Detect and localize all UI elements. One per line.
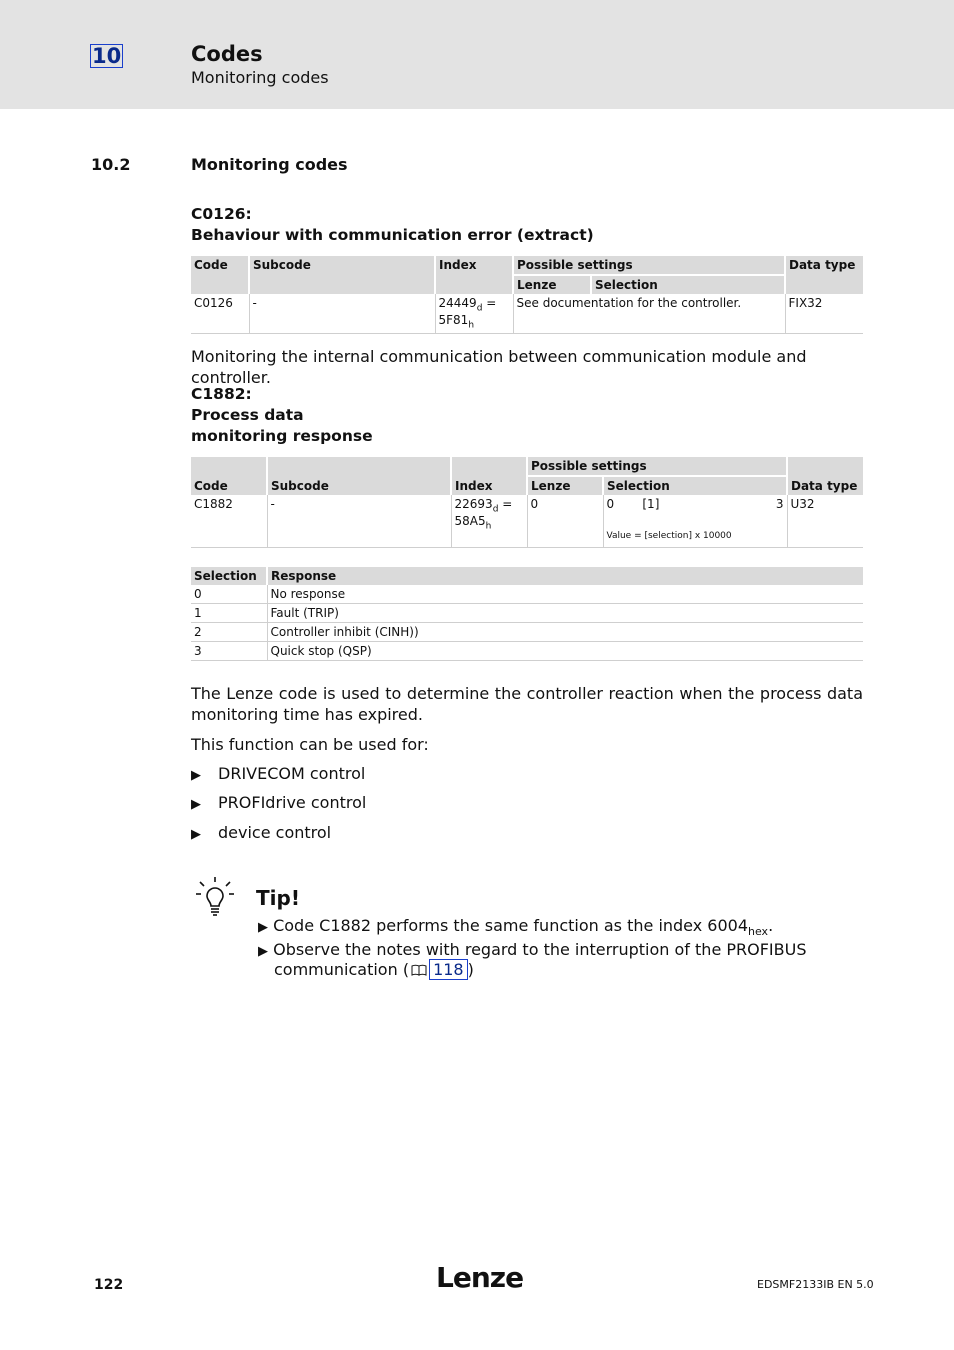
table-row — [191, 642, 863, 661]
document-id: EDSMF2133IB EN 5.0 — [757, 1278, 874, 1291]
index-hex: 5F81 — [438, 313, 469, 328]
lenze-logo: Lenze — [436, 1261, 524, 1294]
response-selection: 3 — [191, 642, 267, 661]
bullet-text: device control — [218, 823, 332, 842]
c1882-heading-line3: monitoring response — [191, 427, 373, 445]
c1882-desc-line2: monitoring time has expired. — [191, 705, 423, 724]
selection-default: [1] — [642, 497, 660, 511]
index-eq: = — [482, 296, 497, 310]
response-th-selection: Selection — [191, 567, 267, 585]
index-dec: 22693 — [454, 497, 493, 511]
c0126-cell-subcode: - — [249, 294, 435, 333]
table-row — [191, 623, 863, 642]
tip-line-2 — [258, 940, 807, 962]
c1882-desc-line1: The Lenze code is used to determine the controller reaction when the process data — [191, 684, 863, 703]
tip-line-1 — [258, 916, 773, 942]
response-text: Controller inhibit (CINH)) — [267, 623, 863, 642]
c1882-cell-selection — [603, 495, 787, 547]
chapter-subtitle: Monitoring codes — [191, 68, 329, 87]
c1882-th-index: Index — [451, 457, 527, 495]
bullet-text: DRIVECOM control — [218, 764, 366, 783]
tip-line3-end: ) — [467, 960, 474, 979]
c1882-cell-index — [451, 495, 527, 547]
c1882-heading-code: C1882: — [191, 385, 252, 403]
index-hex-sub: h — [485, 521, 492, 532]
c0126-heading — [191, 204, 594, 246]
index-hex-sub: h — [468, 320, 475, 331]
c0126-th-index: Index — [435, 256, 513, 294]
c1882-heading — [191, 384, 373, 447]
tip-line1-end: . — [768, 916, 774, 935]
c0126-cell-code: C0126 — [191, 294, 249, 333]
tip-title: Tip! — [256, 886, 300, 910]
tip-line2-text: Observe the notes with regard to the interruption of the PROFIBUS — [273, 940, 807, 959]
c0126-th-lenze: Lenze — [513, 275, 591, 294]
list-item — [191, 764, 365, 783]
table-row — [191, 585, 863, 604]
section-title: Monitoring codes — [191, 155, 348, 174]
response-text: No response — [267, 585, 863, 604]
index-eq: = — [498, 497, 513, 511]
index-dec-sub: d — [492, 504, 499, 515]
c0126-th-subcode: Subcode — [249, 256, 435, 294]
tip-line1-text: Code C1882 performs the same function as the index 6004 — [273, 916, 749, 935]
response-th-response: Response — [267, 567, 863, 585]
c1882-table — [191, 457, 863, 548]
c1882-cell-code: C1882 — [191, 495, 267, 547]
chapter-title: Codes — [191, 42, 263, 66]
table-row — [191, 604, 863, 623]
selection-max: 3 — [775, 497, 784, 511]
c1882-th-lenze: Lenze — [527, 476, 603, 495]
c0126-cell-possible: See documentation for the controller. — [513, 294, 785, 333]
c1882-th-subcode: Subcode — [267, 457, 451, 495]
c0126-heading-title: Behaviour with communication error (extract) — [191, 226, 594, 244]
c0126-description: Monitoring the internal communication between communication module and controller. — [191, 347, 807, 387]
page-number: 122 — [94, 1277, 124, 1293]
triangle-right-icon: ▶ — [191, 768, 201, 783]
bullet-text: PROFIdrive control — [218, 793, 367, 812]
tip-line3-text: communication ( — [274, 960, 410, 979]
response-table — [191, 567, 863, 661]
response-selection: 1 — [191, 604, 267, 623]
response-selection: 0 — [191, 585, 267, 604]
index-hex: 58A5 — [454, 514, 486, 529]
c1882-th-datatype: Data type — [787, 457, 863, 495]
c1882-th-code: Code — [191, 457, 267, 495]
selection-min: 0 — [606, 497, 615, 511]
section-number: 10.2 — [91, 155, 131, 174]
c0126-th-datatype: Data type — [785, 256, 863, 294]
c1882-th-possible: Possible settings — [527, 457, 787, 476]
triangle-right-icon: ▶ — [191, 827, 201, 842]
chapter-number-link[interactable]: 10 — [92, 44, 122, 68]
c1882-heading-line2: Process data — [191, 406, 304, 424]
c0126-th-selection: Selection — [591, 275, 785, 294]
page-reference-link[interactable]: 118 — [429, 959, 468, 980]
tip-line-3 — [274, 960, 474, 980]
triangle-right-icon: ▶ — [258, 920, 268, 935]
c1882-th-selection: Selection — [603, 476, 787, 495]
tip-line1-sub: hex — [748, 925, 769, 939]
triangle-right-icon: ▶ — [191, 797, 201, 812]
c0126-cell-datatype: FIX32 — [785, 294, 863, 333]
selection-value-note: Value = [selection] x 10000 — [606, 531, 732, 541]
header-band — [0, 0, 954, 109]
book-icon — [411, 964, 427, 976]
lightbulb-icon — [194, 876, 236, 916]
c1882-cell-datatype: U32 — [787, 495, 863, 547]
c0126-table — [191, 256, 863, 334]
triangle-right-icon: ▶ — [258, 944, 268, 959]
response-text: Quick stop (QSP) — [267, 642, 863, 661]
list-item — [191, 793, 366, 812]
c1882-cell-subcode: - — [267, 495, 451, 547]
response-selection: 2 — [191, 623, 267, 642]
list-item — [191, 823, 331, 842]
c1882-usage-intro: This function can be used for: — [191, 735, 429, 754]
response-text: Fault (TRIP) — [267, 604, 863, 623]
c0126-th-possible: Possible settings — [513, 256, 785, 275]
c0126-th-code: Code — [191, 256, 249, 294]
index-dec: 24449 — [438, 296, 477, 310]
c0126-cell-index — [435, 294, 513, 333]
c0126-heading-code: C0126: — [191, 205, 252, 223]
c1882-cell-lenze: 0 — [527, 495, 603, 547]
index-dec-sub: d — [476, 303, 483, 314]
